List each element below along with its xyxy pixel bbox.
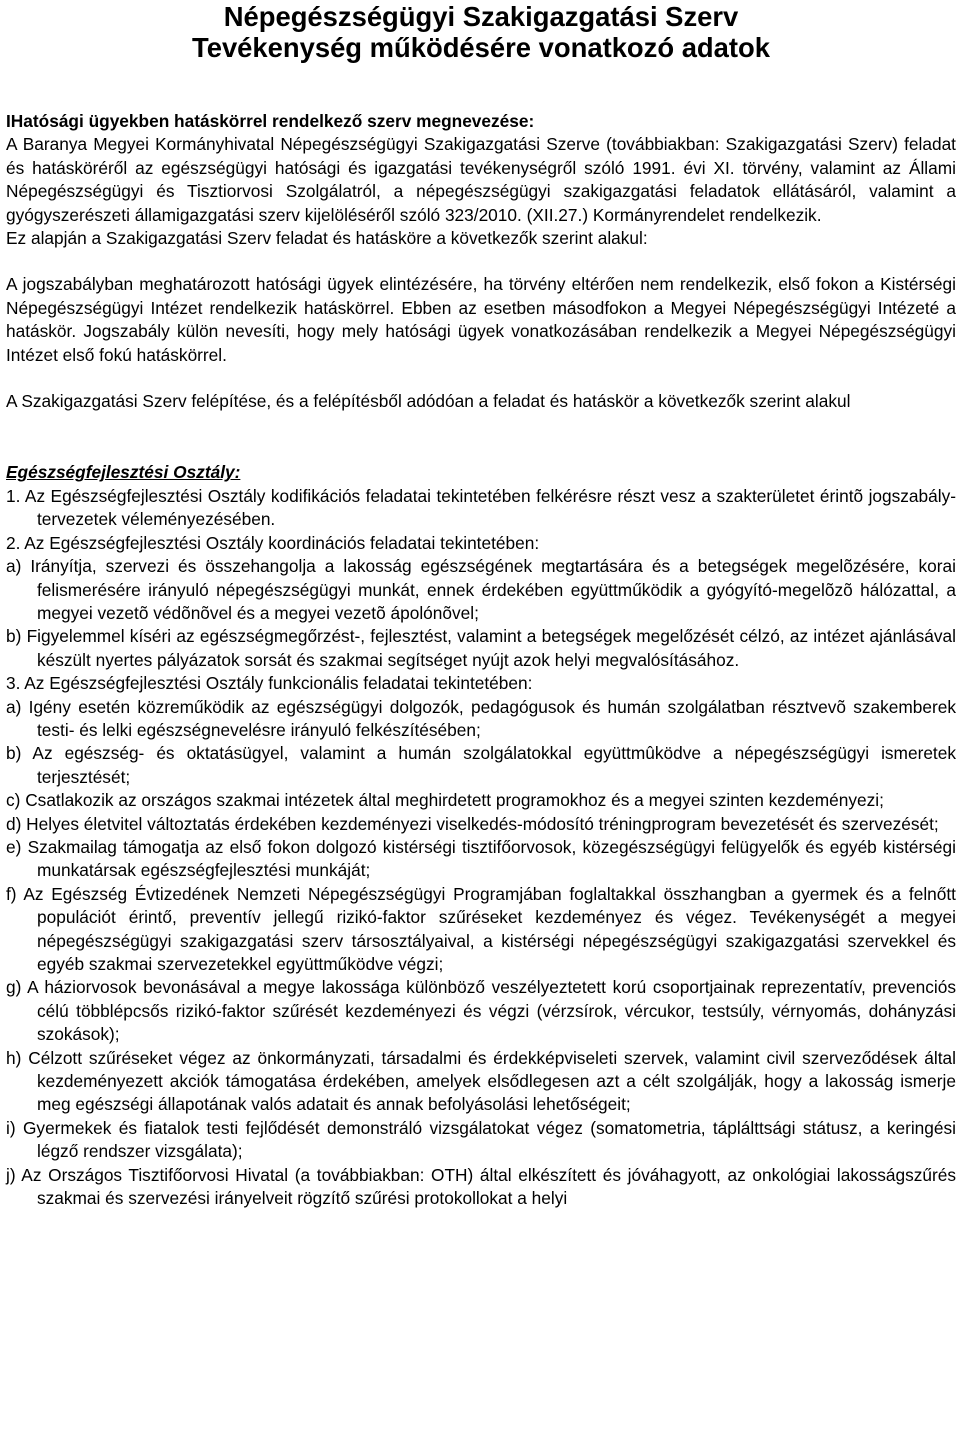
section-heading-authority: IHatósági ügyekben hatáskörrel rendelkező szerv megnevezése: (6, 111, 535, 131)
paragraph-structure: A Szakigazgatási Szerv felépítése, és a felépítésből adódóan a feladat és hatáskör a következők szerint alakul (6, 391, 851, 412)
list-item-2b: b) Figyelemmel kíséri az egészségmegőrzést-, fejlesztést, valamint a betegségek megelőzését célzó, az intézet ajánlásával készült nyertes pályázatok sorsát és szakmai segítséget nyújt azok helyi megvalósításához. (6, 626, 956, 670)
list-item-3h: h) Célzott szűréseket végez az önkormányzati, társadalmi és érdekképviseleti szervek, valamint civil szerveződések által kezdeményezett akciók támogatása érdekében, amelyek elsődlegesen azt a célt szolgálják, hogy a lakosság ismerje meg egészségi állapotának valós adatait és annak befolyásolási lehetőségeit; (6, 1047, 956, 1115)
list-item-3e: e) Szakmailag támogatja az első fokon dolgozó kistérségi tisztifőorvosok, közegészségügyi felügyelők és egyéb kistérségi munkatársak egészségfejlesztési munkáját; (6, 836, 956, 881)
paragraph-jurisdiction: A jogszabályban meghatározott hatósági ügyek elintézésére, ha törvény eltérően nem rendelkezik, első fokon a Kistérségi Népegészségügyi Intézet rendelkezik hatáskörrel. Ebben az esetben másodfokon a Megyei Népegészségügyi Intézeté a hatáskör. Jogszabály külön nevesíti, hogy mely hatósági ügyek vonatkozásában rendelkezik a Megyei Népegészségügyi Intézet első fokú hatáskörrel. (6, 274, 956, 365)
list-item-3g: g) A háziorvosok bevonásával a megye lakossága különböző veszélyeztetett korú csoportjainak reprezentatív, prevenciós célú többlépcsős rizikó-faktor szűrését kezdeményezi és végzi (vérzsírok, vércukor, testsúly, vérnyomás, dohányzási szokások); (6, 977, 956, 1045)
list-item-3a: a) Igény esetén közreműködik az egészségügyi dolgozók, pedagógusok és humán szolgálatban résztvevõ szakemberek testi- és lelki egészségnevelésre irányuló felkészítésében; (6, 696, 956, 740)
section-heading-health-promotion: Egészségfejlesztési Osztály: (6, 462, 241, 483)
list-item-2a: a) Irányítja, szervezi és összehangolja a lakosság egészségének megtartására és a betegségek megelõzésére, korai felismerésére irányuló népegészségügyi munkát, ennek érdekében együttműködik a gyógyító-megelõzõ hálózattal, a megyei vezetõ védõnõvel és a megyei vezetõ ápolónõvel; (6, 556, 956, 623)
list-item-3d: d) Helyes életvitel változtatás érdekében kezdeményezi viselkedés-módosító tréningprogram bevezetését és szervezését; (6, 813, 939, 834)
list-item-3f: f) Az Egészség Évtizedének Nemzeti Népegészségügyi Programjában foglaltakkal összhangban a gyermek és a felnőtt populációt érintő, preventív jellegű rizikó-faktor szűréseket kezdeményez és végez. Tevékenységét a megyei népegészségügyi szakigazgatási szerv társosztályaival, a kistérségi népegészségügyi szakigazgatási szervekkel és egyéb szakmai szervezetekkel együttműködve végzi; (6, 883, 956, 974)
document-title (6, 0, 956, 63)
list-item-3: 3. Az Egészségfejlesztési Osztály funkcionális feladatai tekintetében: (6, 673, 533, 694)
title-line-2: Tevékenység működésére vonatkozó adatok (192, 32, 770, 63)
paragraph-legal-basis: A Baranya Megyei Kormányhivatal Népegészségügyi Szakigazgatási Szerve (továbbiakban: Szakigazgatási Szerv) feladat és hatásköréről az egészségügyi hatósági és igazgatási tevékenységről szóló 1991. évi XI. törvény, valamint az Állami Népegészségügyi és Tisztiorvosi Szolgálatról, a népegészségügyi szakigazgatási feladatok ellátásáról, valamint a gyógyszerészeti államigazgatási szerv kijelöléséről szóló 323/2010. (XII.27.) Kormányrendelet rendelkezik. (6, 134, 956, 225)
list-item-3j: j) Az Országos Tisztifőorvosi Hivatal (a továbbiakban: OTH) által elkészített és jóváhagyott, az onkológiai lakosságszűrés szakmai és szervezési irányelveit rögzítő szűrési protokollokat a helyi (6, 1164, 956, 1209)
list-item-2: 2. Az Egészségfejlesztési Osztály koordinációs feladatai tekintetében: (6, 532, 540, 553)
list-item-1: 1. Az Egészségfejlesztési Osztály kodifikációs feladatai tekintetében felkérésre részt vesz a szakterületet érintõ jogszabály-tervezetek véleményezésében. (6, 485, 956, 530)
list-item-3i: i) Gyermekek és fiatalok testi fejlődését demonstráló vizsgálatokat végez (somatometria, táplálttsági státusz, a keringési légző rendszer vizsgálata); (6, 1117, 956, 1162)
paragraph-scope-intro: Ez alapján a Szakigazgatási Szerv feladat és hatásköre a következők szerint alakul: (6, 228, 648, 249)
title-line-1: Népegészségügyi Szakigazgatási Szerv (223, 1, 739, 32)
list-item-3c: c) Csatlakozik az országos szakmai intézetek által meghirdetett programokhoz és a megyei szinten kezdeményezi; (6, 790, 884, 811)
list-item-3b: b) Az egészség- és oktatásügyel, valamint a humán szolgálatokkal együttmûködve a népegészségügyi ismeretek terjesztését; (6, 743, 956, 787)
